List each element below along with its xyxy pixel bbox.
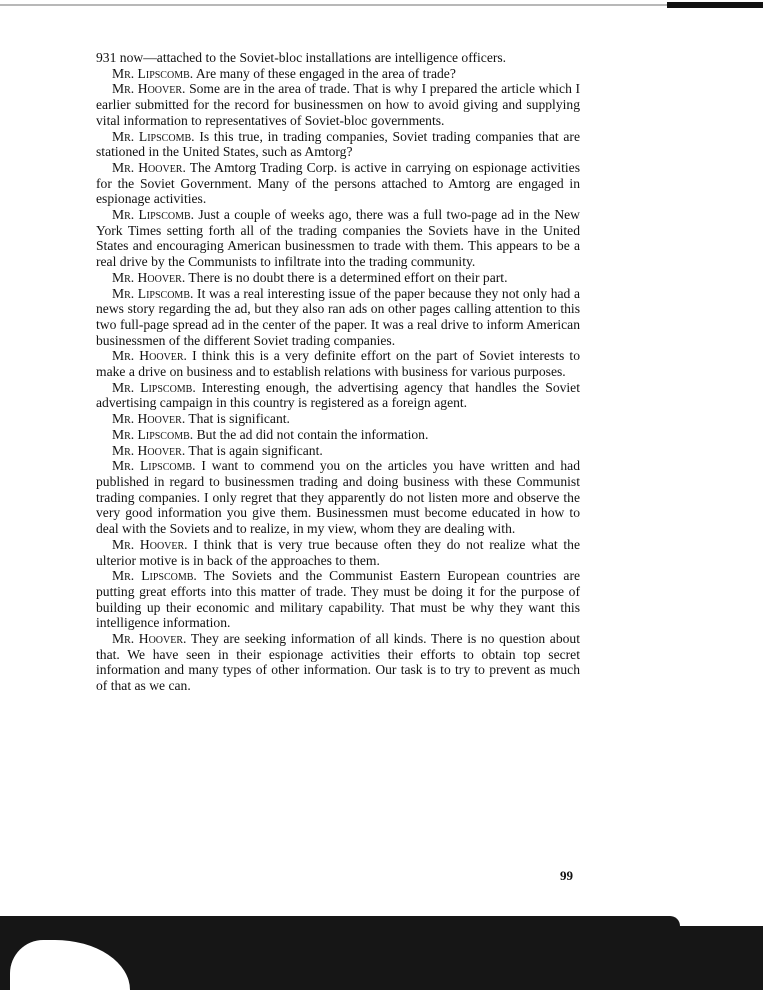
speaker-label: Mr. Hoover. [112, 81, 186, 97]
paragraph [96, 427, 580, 443]
paragraph [96, 537, 580, 568]
speaker-label: Mr. Lipscomb. [112, 458, 196, 474]
paragraph-text: I think that is very true because often they do not realize what the ulterior motive is in back of the approaches to them. [96, 536, 580, 568]
paragraph [96, 631, 580, 694]
paragraph-text: They are seeking information of all kinds. There is no question about that. We have seen in their espionage activities their efforts to obtain top secret information and many types of other information. Our task is to try to prevent as much of that as we can. [96, 631, 580, 694]
paragraph-text: The Amtorg Trading Corp. is active in carrying on espionage activities for the Soviet Government. Many of the persons attached to Amtorg are engaged in espionage activities. [96, 159, 580, 207]
paragraph [96, 348, 580, 379]
speaker-label: Mr. Lipscomb. [112, 426, 194, 442]
speaker-label: Mr. Hoover. [112, 159, 186, 175]
paragraph [96, 270, 580, 286]
scan-top-rule [0, 4, 760, 6]
paragraph [96, 568, 580, 631]
paragraph-text: I want to commend you on the articles you have written and had published in regard to businessmen trading and doing business with these Communist trading companies. I only regret that they apparently do not listen more and observe the very good information you give them. Businessmen must become educated in how to deal with the Soviets and to realize, in my view, whom they are dealing with. [96, 458, 581, 537]
speaker-label: Mr. Lipscomb. [112, 65, 194, 81]
paragraph-text: Just a couple of weeks ago, there was a full two-page ad in the New York Times setting forth all of the trading companies the Soviets have in the United States and encouraging American businessmen to trade with them. This appears to be a real drive by the Communists to infiltrate into the trading community. [96, 207, 580, 270]
paragraph-text: 931 now—attached to the Soviet-bloc installations are intelligence officers. [96, 50, 507, 65]
paragraph [96, 380, 580, 411]
paragraph-text: There is no doubt there is a determined effort on their part. [188, 269, 508, 285]
speaker-label: Mr. Lipscomb. [112, 285, 194, 301]
paragraph-text: That is significant. [188, 411, 290, 427]
paragraph [96, 66, 580, 82]
paragraph [96, 207, 580, 270]
speaker-label: Mr. Hoover. [112, 536, 188, 552]
scan-top-edge-mark [667, 2, 763, 8]
paragraph [96, 81, 580, 128]
paragraph [96, 160, 580, 207]
paragraph [96, 443, 580, 459]
paragraph-text: It was a real interesting issue of the paper because they not only had a news story regarding the ad, but they also ran ads on other pages calling attention to this two full-page spread ad in the center of the paper. It was a real drive to inform American businessmen of the different Soviet trading companies. [96, 285, 580, 348]
paragraph-text: Interesting enough, the advertising agency that handles the Soviet advertising campaign in this country is registered as a foreign agent. [96, 379, 580, 411]
speaker-label: Mr. Lipscomb. [112, 568, 197, 584]
paragraph [96, 411, 580, 427]
paragraph-text: But the ad did not contain the information. [196, 426, 429, 442]
speaker-label: Mr. Hoover. [112, 442, 186, 458]
speaker-label: Mr. Hoover. [112, 348, 187, 364]
paragraph [96, 286, 580, 349]
speaker-label: Mr. Hoover. [112, 411, 186, 427]
speaker-label: Mr. Lipscomb. [112, 379, 196, 395]
paragraph-text: Some are in the area of trade. That is why I prepared the article which I earlier submitted for the record for businessmen on how to avoid giving and supplying vital information to representatives of Soviet-bloc governments. [96, 81, 581, 128]
paragraph-text: That is again significant. [188, 442, 323, 458]
paragraph [96, 50, 580, 66]
speaker-label: Mr. Hoover. [112, 631, 187, 647]
speaker-label: Mr. Hoover. [112, 269, 186, 285]
speaker-label: Mr. Lipscomb. [112, 128, 195, 144]
page-number: 99 [560, 868, 573, 883]
hearing-transcript [96, 50, 580, 694]
paragraph [96, 129, 580, 160]
paragraph-text: Are many of these engaged in the area of trade? [195, 65, 456, 81]
speaker-label: Mr. Lipscomb. [112, 207, 195, 223]
paragraph [96, 458, 580, 537]
paragraph-text: Is this true, in trading companies, Soviet trading companies that are stationed in the United States, such as Amtorg? [96, 128, 580, 160]
paragraph-text: The Soviets and the Communist Eastern European countries are putting great efforts into this matter of trade. They must be doing it for the purpose of building up their economic and military capability. That must be why they want this intelligence information. [96, 568, 581, 631]
paragraph-text: I think this is a very definite effort on the part of Soviet interests to make a drive on business and to establish relations with business for various purposes. [96, 348, 580, 380]
